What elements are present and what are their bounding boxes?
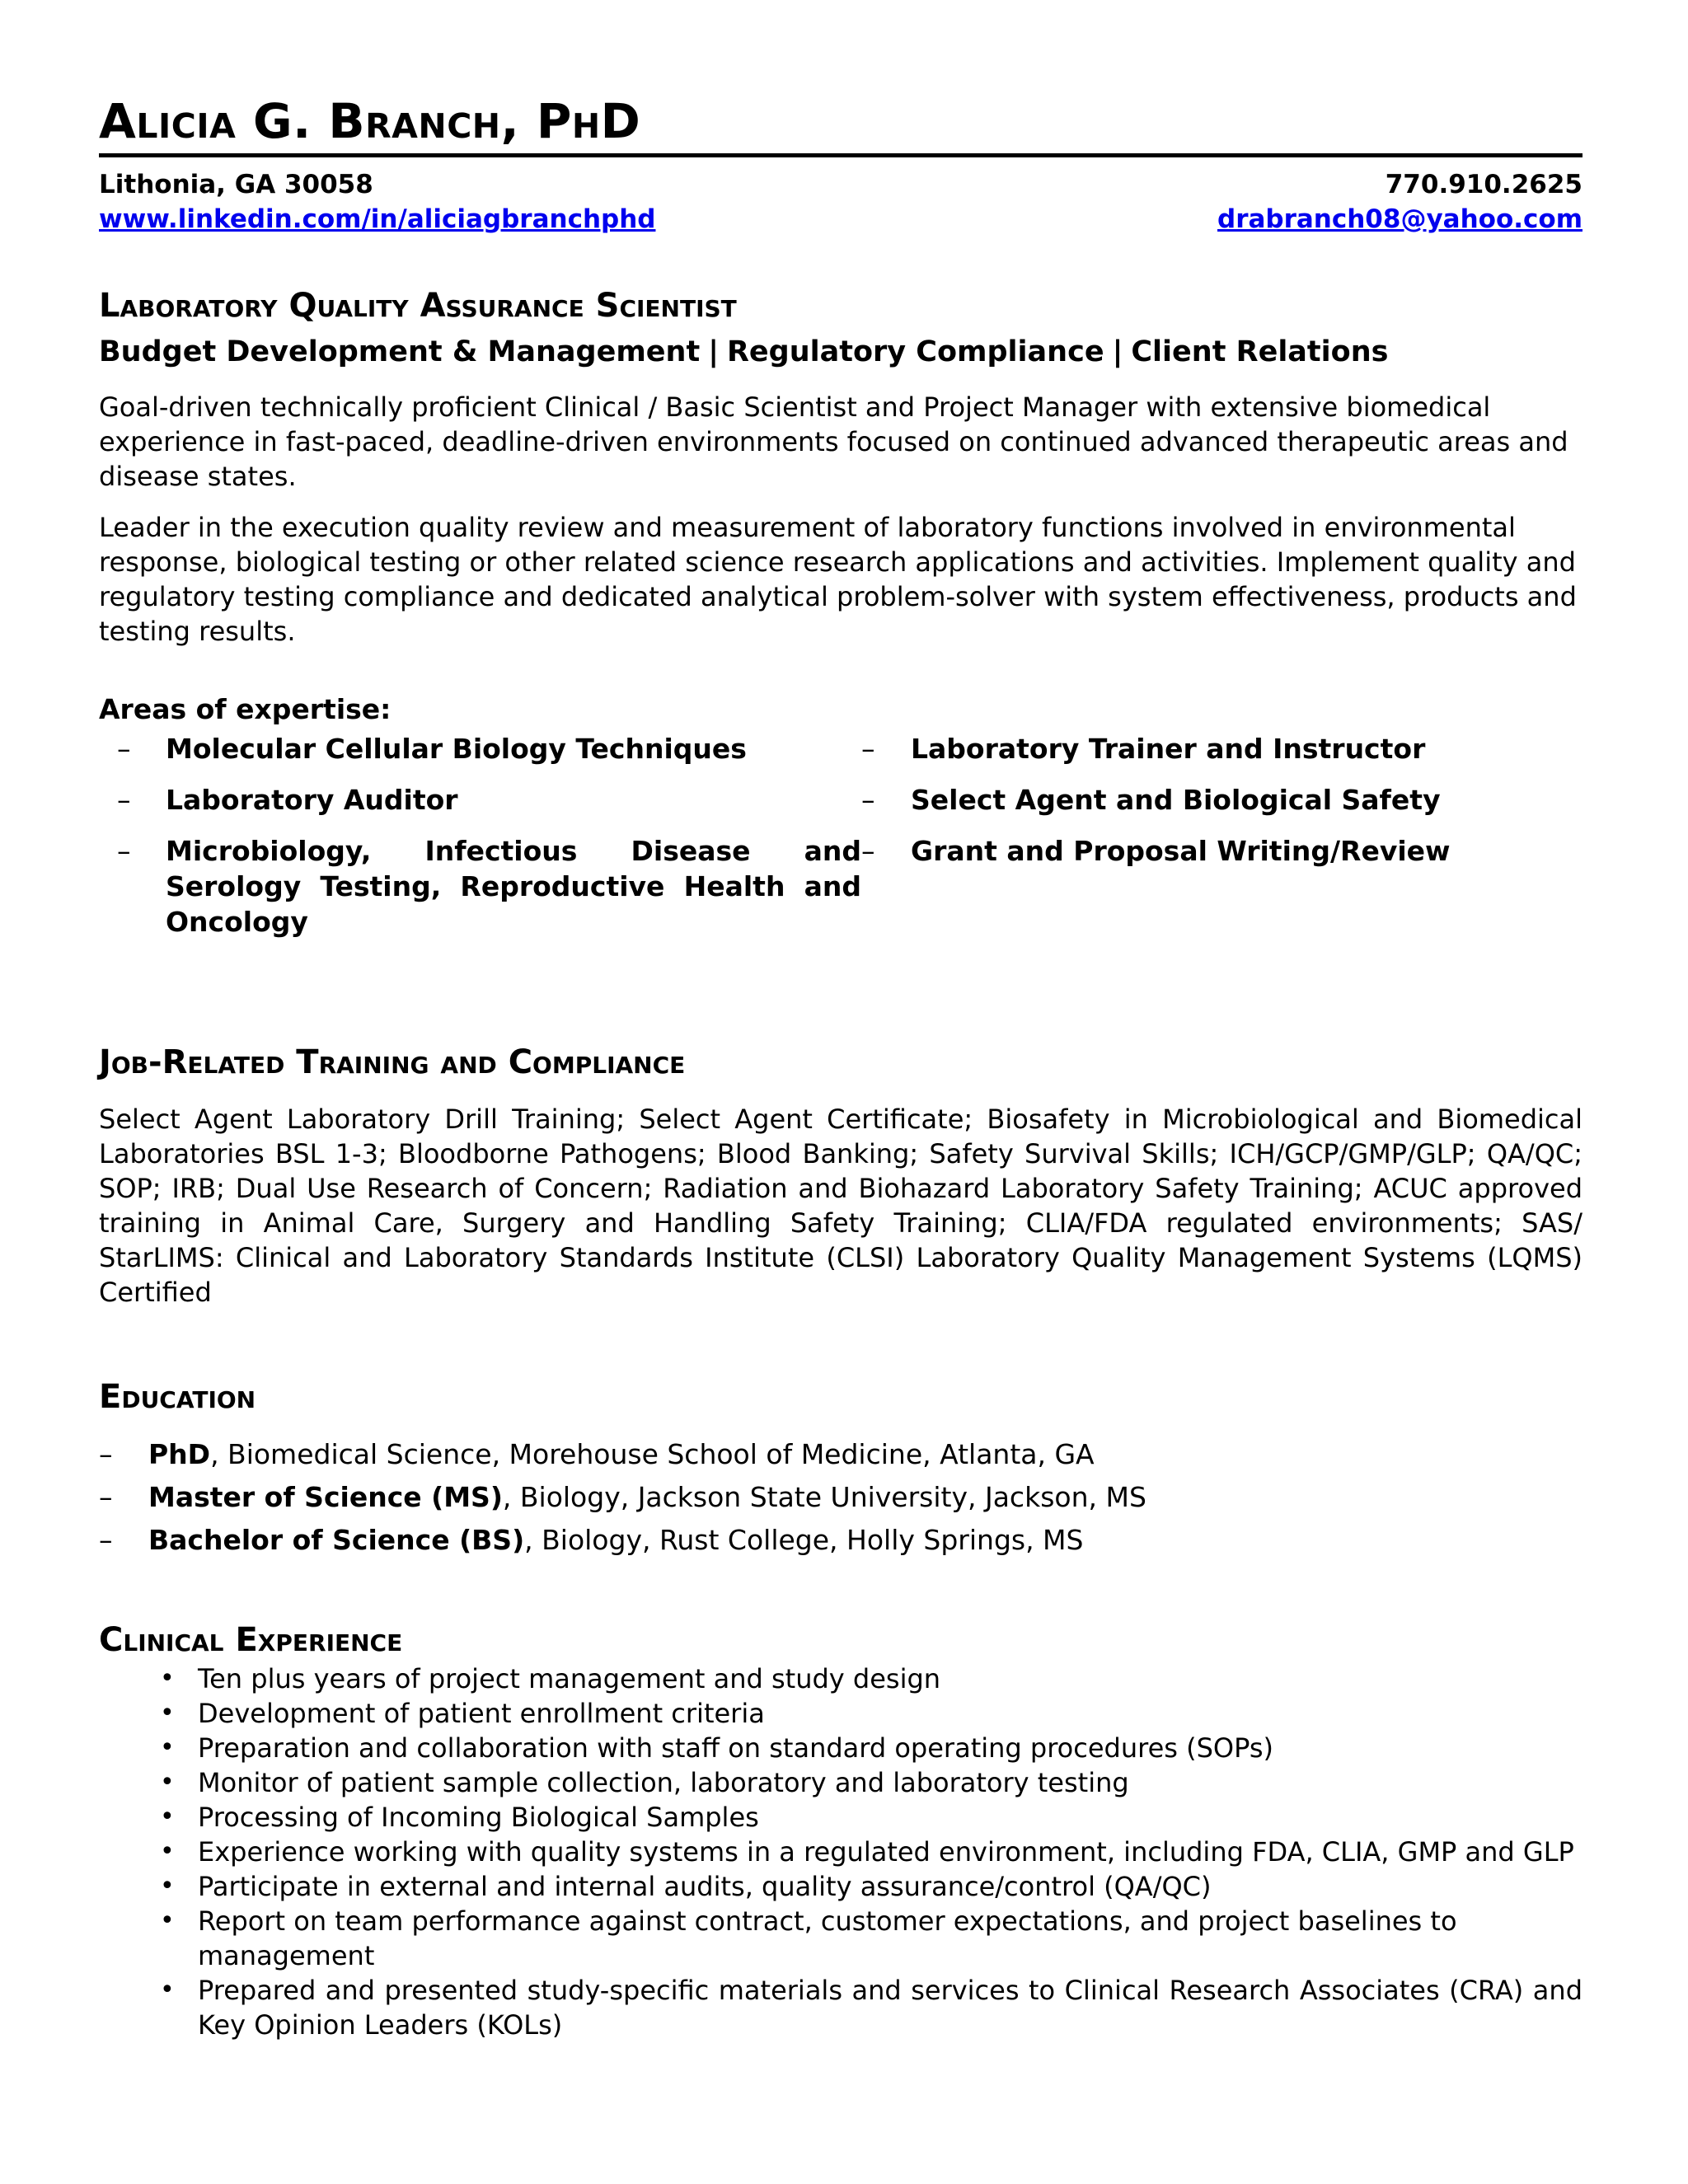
education-list: [99, 1436, 1582, 1558]
training-text: Select Agent Laboratory Drill Training; Select Agent Certificate; Biosafety in Microbiological and Biomedical Laboratories BSL 1-3; Bloodborne Pathogens; Blood Banking; Safety Survival Skills; ICH/GCP/GMP/GLP; QA/QC; SOP; IRB; Dual Use Research of Concern; Radiation and Biohazard Laboratory Safety Training; ACUC approved training in Animal Care, Surgery and Handling Safety Training; CLIA/FDA regulated environments; SAS/ StarLIMS: Clinical and Laboratory Standards Institute (CLSI) Laboratory Quality Management Systems (LQMS) Certified: [99, 1104, 1582, 1308]
summary-paragraph-2: Leader in the execution quality review and measurement of laboratory functions involved in environmental response, biological testing or other related science research applications and activities. Implement quality and regulatory testing compliance and dedicated analytical problem-solver with system effectiveness, products and testing results.: [99, 512, 1577, 647]
bullet-marker: •: [160, 1975, 175, 2004]
training-title: Job-Related Training and Compliance: [99, 1043, 686, 1081]
bullet-marker: •: [160, 1664, 175, 1693]
clinical-title: Clinical Experience: [99, 1621, 403, 1659]
contact-row-2: [99, 202, 1582, 237]
clinical-item: [99, 1765, 1582, 1800]
education-detail: , Biology, Jackson State University, Jackson, MS: [502, 1481, 1146, 1513]
bullet-marker: •: [160, 1802, 175, 1831]
education-item: [99, 1436, 1582, 1472]
bullet-marker: •: [160, 1699, 175, 1727]
education-item: [99, 1479, 1582, 1515]
bullet-marker: •: [160, 1733, 175, 1762]
tagline: [99, 335, 1582, 368]
clinical-text: Experience working with quality systems in a regulated environment, including FDA, CLIA, GMP and GLP: [198, 1836, 1574, 1868]
clinical-item: [99, 1731, 1582, 1765]
dash-marker: –: [861, 733, 875, 765]
clinical-item: [99, 1661, 1582, 1696]
dash-marker: –: [117, 733, 131, 765]
clinical-text: Report on team performance against contract, customer expectations, and project baselines to management: [198, 1905, 1457, 1971]
candidate-name: Alicia G. Branch, PhD: [99, 97, 1582, 157]
summary-title: Laboratory Quality Assurance Scientist: [99, 287, 737, 325]
phone: 770.910.2625: [1385, 170, 1582, 199]
dash-marker: –: [99, 1438, 113, 1470]
linkedin-link[interactable]: www.linkedin.com/in/aliciagbranchphd: [99, 204, 656, 234]
clinical-item: [99, 1696, 1582, 1731]
expertise-item: [99, 782, 861, 818]
bullet-marker: •: [160, 1768, 175, 1797]
expertise-column-left: [99, 731, 861, 955]
education-title: Education: [99, 1378, 256, 1416]
clinical-item: [99, 1835, 1582, 1869]
location: Lithonia, GA 30058: [99, 170, 373, 199]
expertise-column-right: [861, 731, 1582, 955]
education-entry: [148, 1522, 1083, 1558]
clinical-text: Prepared and presented study-specific materials and services to Clinical Research Associates (CRA) and Key Opinion Leaders (KOLs): [198, 1975, 1582, 2041]
dash-marker: –: [117, 835, 131, 867]
tagline-item-regulatory: Regulatory Compliance: [726, 335, 1104, 368]
tagline-separator: |: [1112, 335, 1123, 368]
clinical-text: Development of patient enrollment criteria: [198, 1698, 765, 1729]
education-entry: [148, 1479, 1146, 1515]
expertise-text: Select Agent and Biological Safety: [911, 784, 1441, 816]
dash-marker: –: [861, 835, 875, 867]
dash-marker: –: [861, 784, 875, 816]
education-degree: Bachelor of Science (BS): [148, 1524, 525, 1556]
expertise-grid: [99, 731, 1582, 955]
education-item: [99, 1522, 1582, 1558]
education-degree: PhD: [148, 1438, 211, 1470]
dash-marker: –: [99, 1524, 113, 1556]
clinical-item: [99, 1904, 1582, 1973]
contact-row-1: [99, 167, 1582, 202]
tagline-item-client: Client Relations: [1131, 335, 1389, 368]
expertise-item: [861, 782, 1582, 818]
email-link[interactable]: drabranch08@yahoo.com: [1217, 204, 1582, 234]
summary-paragraph-1: Goal-driven technically proficient Clinical / Basic Scientist and Project Manager with extensive biomedical experience in fast-paced, deadline-driven environments focused on continued advanced therapeutic areas and disease states.: [99, 391, 1568, 492]
tagline-item-budget: Budget Development & Management: [99, 335, 701, 368]
education-degree: Master of Science (MS): [148, 1481, 503, 1513]
expertise-text: Microbiology, Infectious Disease and Serology Testing, Reproductive Health and Oncology: [166, 835, 861, 938]
clinical-text: Preparation and collaboration with staff on standard operating procedures (SOPs): [198, 1732, 1273, 1764]
clinical-item: [99, 1973, 1582, 2042]
expertise-text: Laboratory Trainer and Instructor: [911, 733, 1426, 765]
clinical-item: [99, 1800, 1582, 1835]
clinical-text: Processing of Incoming Biological Samples: [198, 1802, 759, 1833]
dash-marker: –: [117, 784, 131, 816]
clinical-text: Monitor of patient sample collection, laboratory and laboratory testing: [198, 1767, 1129, 1798]
expertise-item: [861, 833, 1582, 869]
education-entry: [148, 1436, 1095, 1472]
education-detail: , Biomedical Science, Morehouse School of Medicine, Atlanta, GA: [210, 1438, 1095, 1470]
expertise-item: [99, 731, 861, 766]
dash-marker: –: [99, 1481, 113, 1513]
clinical-list: [99, 1661, 1582, 2042]
bullet-marker: •: [160, 1906, 175, 1935]
education-detail: , Biology, Rust College, Holly Springs, MS: [524, 1524, 1084, 1556]
expertise-item: [99, 833, 861, 940]
expertise-item: [861, 731, 1582, 766]
clinical-text: Ten plus years of project management and study design: [198, 1663, 941, 1694]
expertise-title: Areas of expertise:: [99, 693, 392, 725]
bullet-marker: •: [160, 1837, 175, 1866]
expertise-text: Grant and Proposal Writing/Review: [911, 835, 1451, 867]
expertise-text: Laboratory Auditor: [166, 784, 458, 816]
bullet-marker: •: [160, 1872, 175, 1900]
expertise-text: Molecular Cellular Biology Techniques: [166, 733, 747, 765]
resume-page: [99, 93, 1582, 2042]
clinical-item: [99, 1869, 1582, 1904]
tagline-separator: |: [708, 335, 719, 368]
clinical-text: Participate in external and internal audits, quality assurance/control (QA/QC): [198, 1871, 1212, 1902]
